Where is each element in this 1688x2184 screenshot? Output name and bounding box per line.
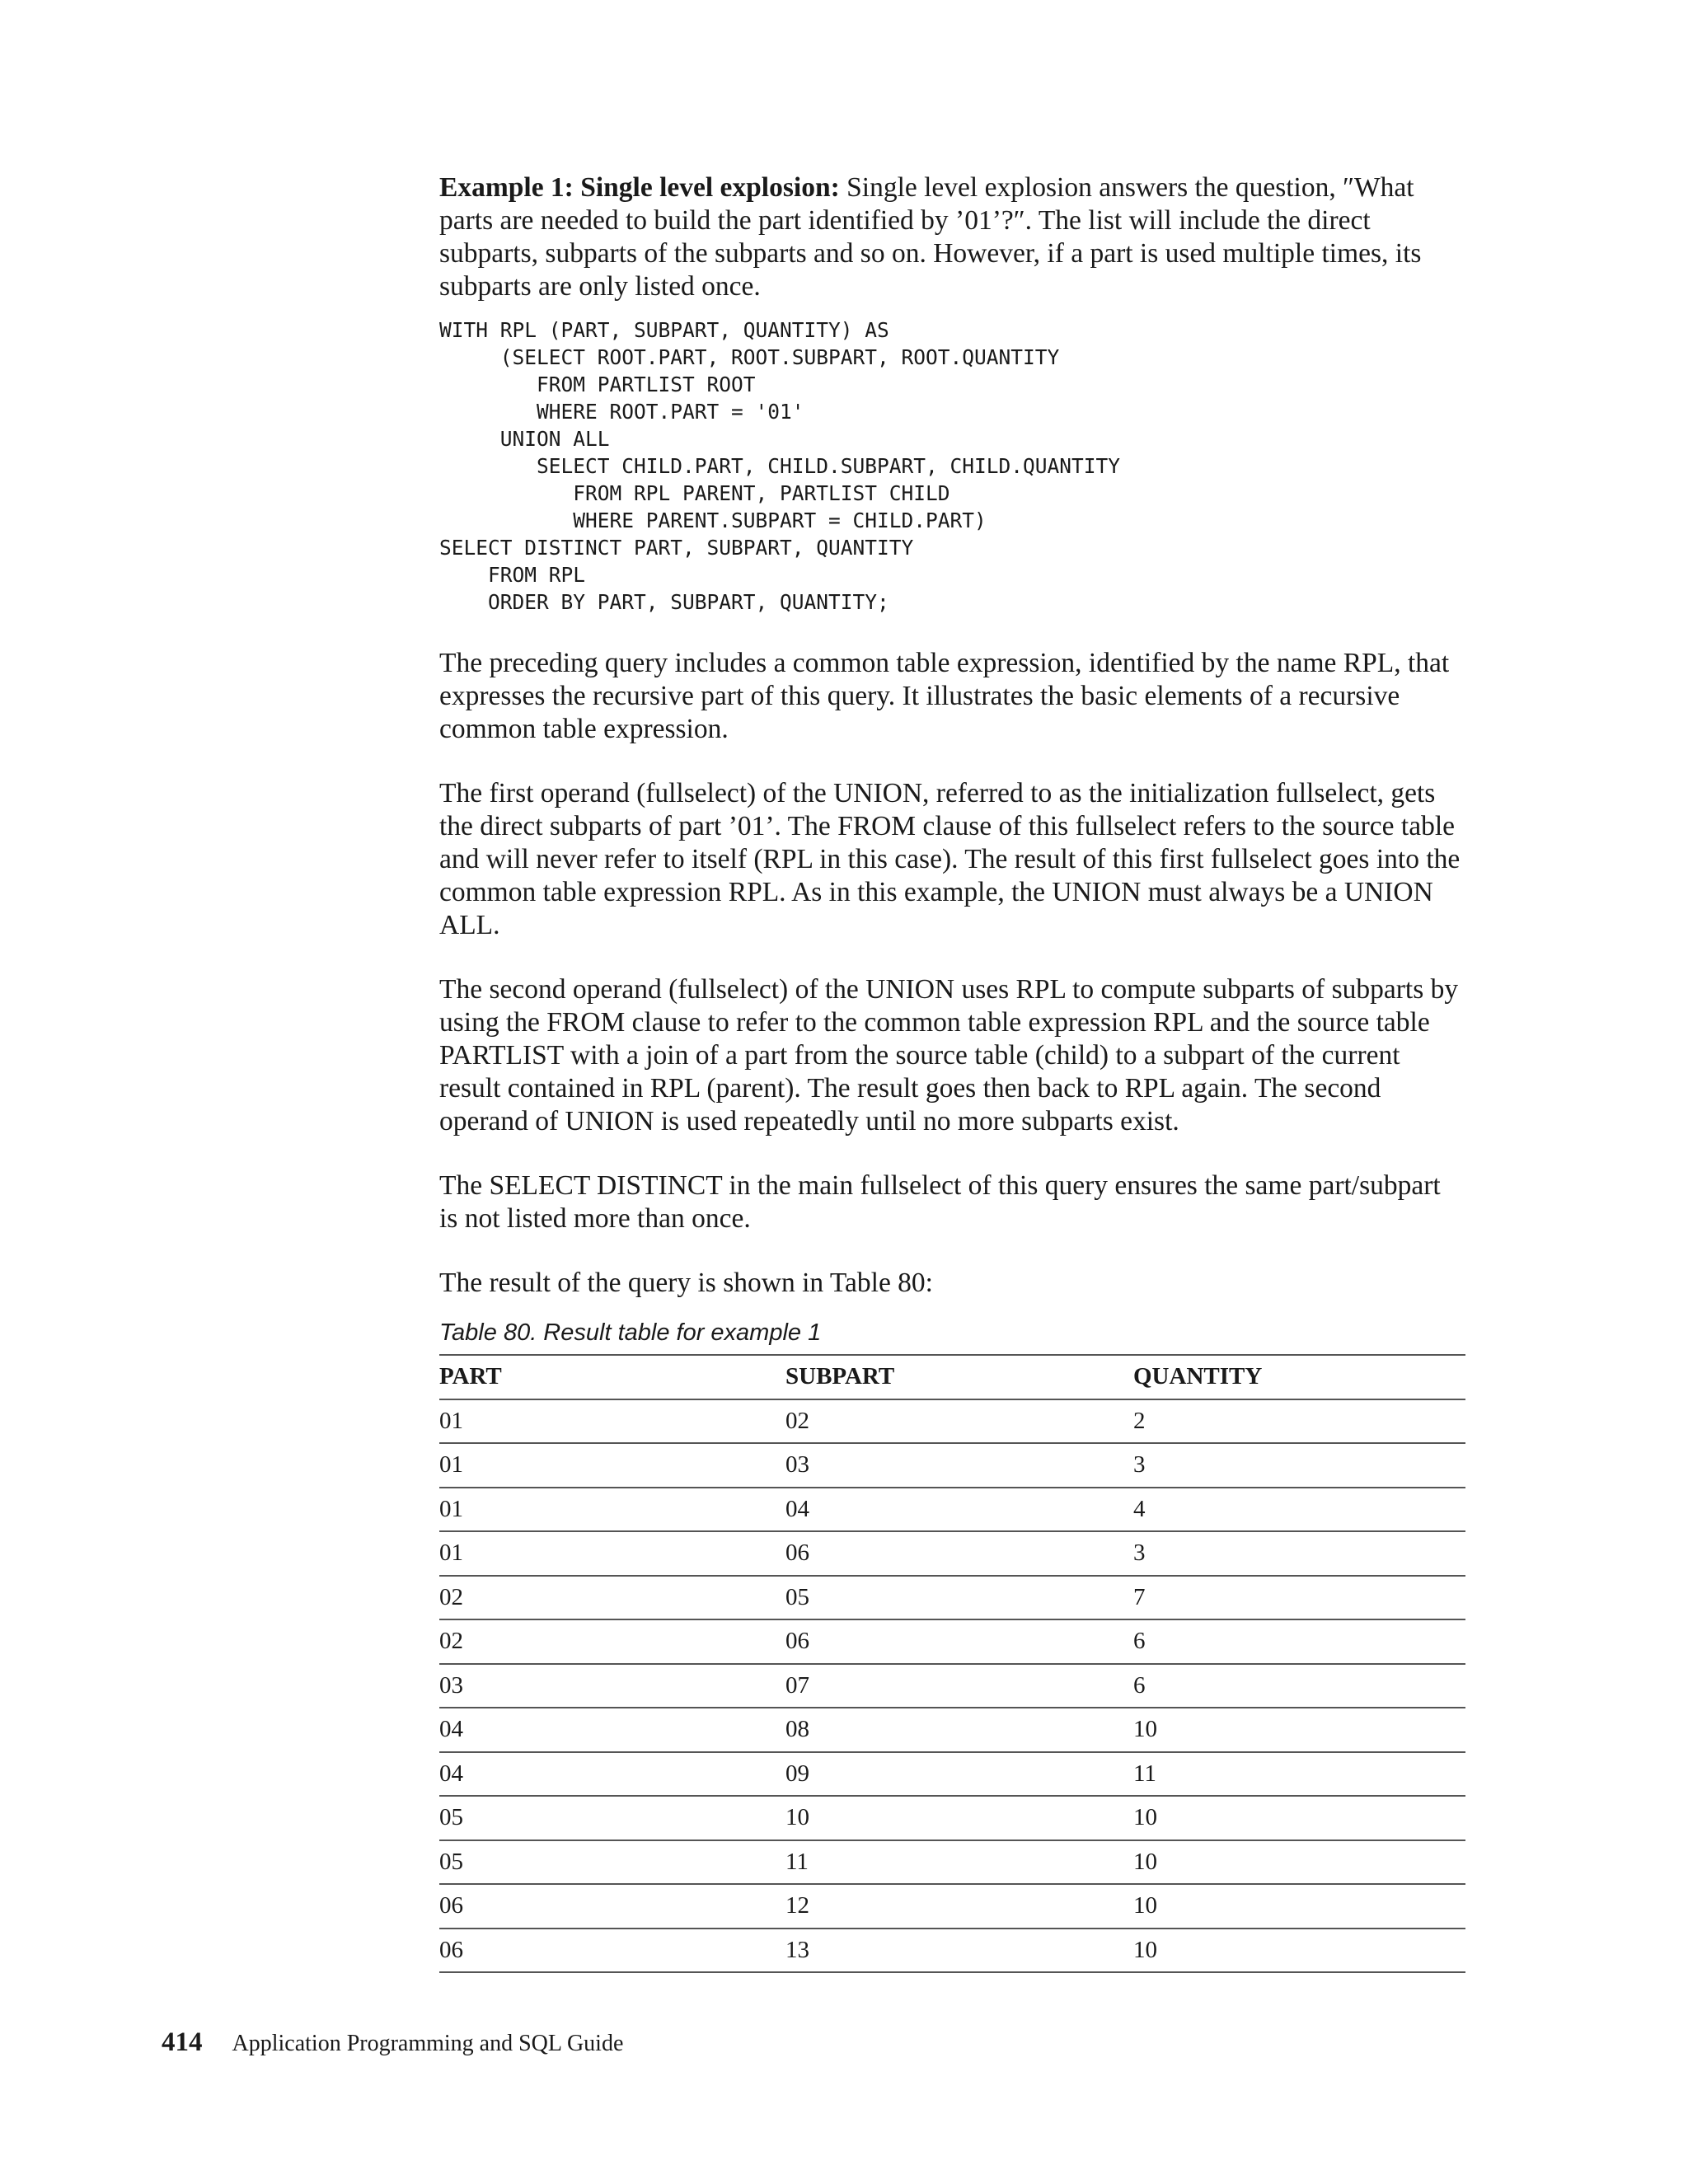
cell-part: 01 [439, 1531, 785, 1576]
cell-part: 05 [439, 1840, 785, 1885]
table-row [439, 1752, 1465, 1797]
paragraph-second-operand: The second operand (fullselect) of the UNION uses RPL to compute subparts of subparts by using the FROM clause to refer to the common table expression RPL and the source table PARTLIST with a join of a part from the source table (child) to a subpart of the current result contained in RPL (parent). The result goes then back to RPL again. The second operand of UNION is used repeatedly until no more subparts exist. [439, 974, 1459, 1137]
cell-subpart: 12 [785, 1884, 1133, 1929]
sql-code-block: WITH RPL (PART, SUBPART, QUANTITY) AS (SELECT ROOT.PART, ROOT.SUBPART, ROOT.QUANTITY FROM PARTLIST ROOT WHERE ROOT.PART = '01' UNION ALL SELECT CHILD.PART, CHILD.SUBPART, CHILD.QUANTITY FROM RPL PARENT, PARTLIST CHILD WHERE PARENT.SUBPART = CHILD.PART) SELECT DISTINCT PART, SUBPART, QUANTITY FROM RPL ORDER BY PART, SUBPART, QUANTITY; [439, 318, 1121, 614]
cell-quantity: 10 [1133, 1884, 1465, 1929]
table-row [439, 1399, 1465, 1444]
cell-part: 01 [439, 1488, 785, 1532]
page-content [439, 171, 1465, 1973]
cell-part: 06 [439, 1929, 785, 1973]
example-intro: Single level explosion answers the question, ″What parts are needed to build the part identified by ’01’?″. The list will include the direct subparts, subparts of the subparts and so on. However, if a part is used multiple times, its subparts are only listed once. [439, 172, 1422, 302]
table-row [439, 1708, 1465, 1752]
table-row [439, 1664, 1465, 1708]
page-number: 414 [162, 2027, 203, 2057]
cell-quantity: 2 [1133, 1399, 1465, 1444]
paragraph-cte-description: The preceding query includes a common table expression, identified by the name RPL, that expresses the recursive part of this query. It illustrates the basic elements of a recursive common table expression. [439, 648, 1450, 744]
column-header-subpart: SUBPART [785, 1355, 1133, 1399]
cell-quantity: 10 [1133, 1708, 1465, 1752]
table-row [439, 1840, 1465, 1885]
cell-part: 04 [439, 1752, 785, 1797]
cell-quantity: 7 [1133, 1576, 1465, 1620]
table-row [439, 1619, 1465, 1664]
table-row [439, 1443, 1465, 1488]
table-caption: Table 80. Result table for example 1 [439, 1319, 822, 1346]
table-row [439, 1488, 1465, 1532]
cell-quantity: 3 [1133, 1531, 1465, 1576]
cell-part: 04 [439, 1708, 785, 1752]
table-row [439, 1796, 1465, 1840]
cell-subpart: 13 [785, 1929, 1133, 1973]
cell-part: 03 [439, 1664, 785, 1708]
cell-part: 05 [439, 1796, 785, 1840]
cell-quantity: 4 [1133, 1488, 1465, 1532]
table-row [439, 1576, 1465, 1620]
example-heading: Example 1: Single level explosion: [439, 172, 840, 203]
cell-subpart: 06 [785, 1619, 1133, 1664]
page-footer [162, 2027, 623, 2059]
column-header-quantity: QUANTITY [1133, 1355, 1465, 1399]
column-header-part: PART [439, 1355, 785, 1399]
cell-subpart: 08 [785, 1708, 1133, 1752]
table-header-row [439, 1355, 1465, 1399]
cell-quantity: 3 [1133, 1443, 1465, 1488]
cell-quantity: 10 [1133, 1929, 1465, 1973]
paragraph-result-intro: The result of the query is shown in Table 80: [439, 1268, 933, 1298]
table-row [439, 1929, 1465, 1973]
table-row [439, 1531, 1465, 1576]
cell-subpart: 05 [785, 1576, 1133, 1620]
book-title: Application Programming and SQL Guide [232, 2031, 624, 2056]
cell-subpart: 11 [785, 1840, 1133, 1885]
cell-part: 06 [439, 1884, 785, 1929]
example-paragraph [439, 171, 1465, 303]
cell-subpart: 04 [785, 1488, 1133, 1532]
cell-quantity: 6 [1133, 1664, 1465, 1708]
result-table [439, 1354, 1465, 1973]
cell-subpart: 09 [785, 1752, 1133, 1797]
cell-quantity: 10 [1133, 1796, 1465, 1840]
cell-subpart: 07 [785, 1664, 1133, 1708]
cell-part: 02 [439, 1619, 785, 1664]
cell-quantity: 10 [1133, 1840, 1465, 1885]
cell-subpart: 06 [785, 1531, 1133, 1576]
paragraph-first-operand: The first operand (fullselect) of the UNION, referred to as the initialization fullselect, gets the direct subparts of part ’01’. The FROM clause of this fullselect refers to the source table and will never refer to itself (RPL in this case). The result of this first fullselect goes into the common table expression RPL. As in this example, the UNION must always be a UNION ALL. [439, 778, 1461, 940]
cell-subpart: 02 [785, 1399, 1133, 1444]
cell-part: 01 [439, 1443, 785, 1488]
cell-quantity: 11 [1133, 1752, 1465, 1797]
table-row [439, 1884, 1465, 1929]
cell-part: 02 [439, 1576, 785, 1620]
paragraph-select-distinct: The SELECT DISTINCT in the main fullselect of this query ensures the same part/subpart is not listed more than once. [439, 1170, 1441, 1234]
cell-subpart: 03 [785, 1443, 1133, 1488]
cell-subpart: 10 [785, 1796, 1133, 1840]
cell-part: 01 [439, 1399, 785, 1444]
cell-quantity: 6 [1133, 1619, 1465, 1664]
